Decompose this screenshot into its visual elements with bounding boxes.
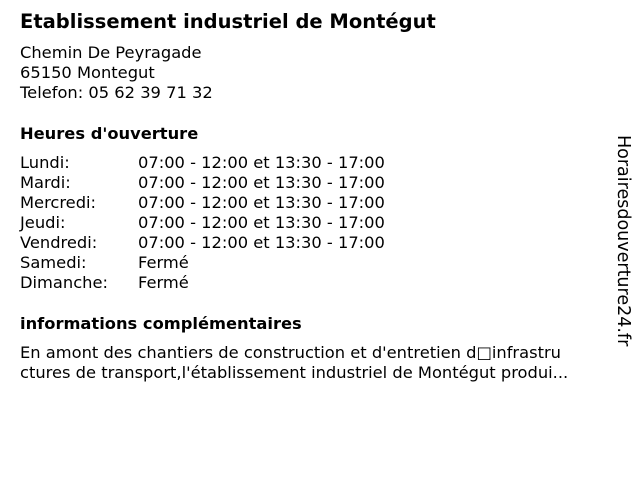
day-label: Mardi: bbox=[20, 173, 71, 192]
day-hours: 07:00 - 12:00 et 13:30 - 17:00 bbox=[138, 233, 385, 252]
hours-row-friday bbox=[20, 233, 440, 253]
info-line-1: En amont des chantiers de construction et d'entretien d□infrastru bbox=[20, 343, 561, 362]
opening-hours-table bbox=[20, 153, 440, 293]
hours-row-saturday bbox=[20, 253, 440, 273]
day-label: Lundi: bbox=[20, 153, 70, 172]
phone-number: Telefon: 05 62 39 71 32 bbox=[20, 83, 213, 102]
hours-row-thursday bbox=[20, 213, 440, 233]
site-watermark bbox=[612, 135, 634, 345]
day-hours: 07:00 - 12:00 et 13:30 - 17:00 bbox=[138, 173, 385, 192]
info-line-2: ctures de transport,l'établissement industriel de Montégut produi... bbox=[20, 363, 569, 382]
hours-row-wednesday bbox=[20, 193, 440, 213]
hours-row-monday bbox=[20, 153, 440, 173]
day-label: Jeudi: bbox=[20, 213, 66, 232]
day-hours: 07:00 - 12:00 et 13:30 - 17:00 bbox=[138, 193, 385, 212]
day-label: Dimanche: bbox=[20, 273, 108, 292]
address-street: Chemin De Peyragade bbox=[20, 43, 202, 62]
page-title: Etablissement industriel de Montégut bbox=[20, 10, 436, 33]
day-label: Samedi: bbox=[20, 253, 87, 272]
watermark-text: Horairesdouverture24.fr bbox=[613, 135, 633, 347]
day-label: Vendredi: bbox=[20, 233, 98, 252]
day-hours: Fermé bbox=[138, 253, 189, 272]
day-hours: 07:00 - 12:00 et 13:30 - 17:00 bbox=[138, 213, 385, 232]
day-hours: 07:00 - 12:00 et 13:30 - 17:00 bbox=[138, 153, 385, 172]
address-city: 65150 Montegut bbox=[20, 63, 155, 82]
day-label: Mercredi: bbox=[20, 193, 97, 212]
hours-row-tuesday bbox=[20, 173, 440, 193]
additional-info-heading: informations complémentaires bbox=[20, 314, 302, 333]
address-block bbox=[20, 43, 213, 103]
opening-hours-heading: Heures d'ouverture bbox=[20, 124, 199, 143]
hours-row-sunday bbox=[20, 273, 440, 293]
additional-info-text bbox=[20, 343, 610, 383]
day-hours: Fermé bbox=[138, 273, 189, 292]
